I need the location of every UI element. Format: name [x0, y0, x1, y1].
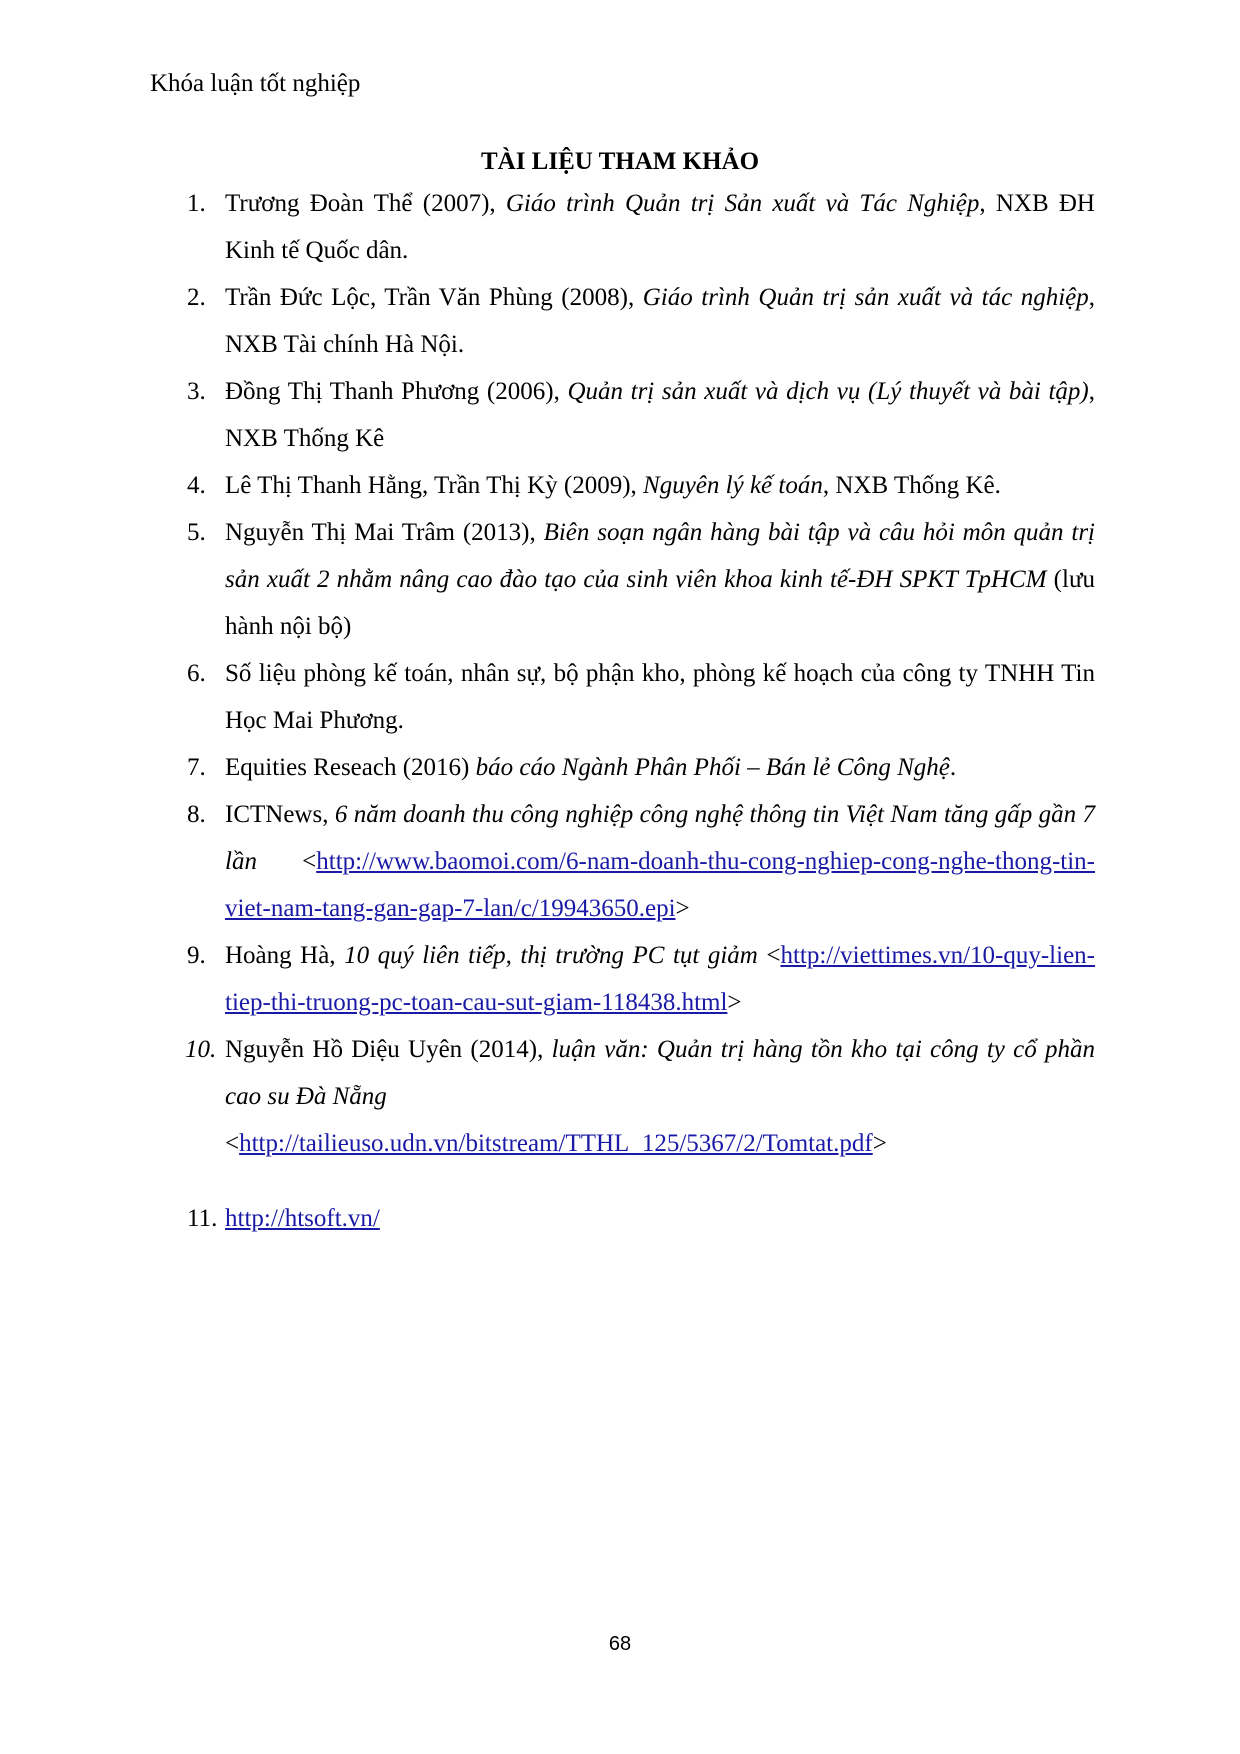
reference-link[interactable]: http://www.baomoi.com/6-nam-doanh-thu-cong-nghiep-cong-nghe-thong-tin-viet-nam-tang-gan-gap-7-lan/c/19943650.epi: [225, 848, 1095, 922]
reference-number: 11.: [187, 1205, 218, 1232]
spacer: [150, 1167, 1095, 1195]
reference-number: 3.: [187, 378, 206, 405]
page-title: TÀI LIỆU THAM KHẢO: [480, 148, 760, 175]
reference-number: 1.: [187, 190, 206, 217]
reference-number: 2.: [187, 284, 206, 311]
reference-item-7: 7. Equities Reseach (2016) báo cáo Ngành Phân Phối – Bán lẻ Công Nghệ.: [150, 744, 1095, 791]
reference-number: 10.: [185, 1036, 217, 1063]
reference-item-11: [150, 1195, 1095, 1242]
reference-item-3: 3. Đồng Thị Thanh Phương (2006), Quản trị sản xuất và dịch vụ (Lý thuyết và bài tập), NXB Thống Kê: [150, 368, 1095, 462]
reference-number: 6.: [187, 660, 206, 687]
reference-item-10: 10. Nguyễn Hồ Diệu Uyên (2014), luận văn: Quản trị hàng tồn kho tại công ty cổ phần cao su Đà Nẵng <http://tailieuso.udn.vn/bitstream/TTHL_125/5367/2/Tomtat.pdf>: [150, 1026, 1095, 1167]
reference-number: 9.: [187, 942, 206, 969]
reference-item-2: 2. Trần Đức Lộc, Trần Văn Phùng (2008), Giáo trình Quản trị sản xuất và tác nghiệp, NXB Tài chính Hà Nội.: [150, 274, 1095, 368]
reference-item-5: 5. Nguyễn Thị Mai Trâm (2013), Biên soạn ngân hàng bài tập và câu hỏi môn quản trị sản xuất 2 nhằm nâng cao đào tạo của sinh viên khoa kinh tế-ĐH SPKT TpHCM (lưu hành nội bộ): [150, 509, 1095, 650]
running-header: Khóa luận tốt nghiệp: [150, 70, 361, 97]
reference-item-9: 9. Hoàng Hà, 10 quý liên tiếp, thị trường PC tụt giảm <http://viettimes.vn/10-quy-lien-tiep-thi-truong-pc-toan-cau-sut-giam-118438.html>: [150, 932, 1095, 1026]
reference-link[interactable]: http://viettimes.vn/10-quy-lien-tiep-thi-truong-pc-toan-cau-sut-giam-118438.html: [225, 942, 1095, 1016]
reference-link[interactable]: http://tailieuso.udn.vn/bitstream/TTHL_125/5367/2/Tomtat.pdf: [239, 1130, 873, 1157]
reference-item-4: 4. Lê Thị Thanh Hằng, Trần Thị Kỳ (2009), Nguyên lý kế toán, NXB Thống Kê.: [150, 462, 1095, 509]
reference-item-1: 1. Trương Đoàn Thể (2007), Giáo trình Quản trị Sản xuất và Tác Nghiệp, NXB ĐH Kinh tế Quốc dân.: [150, 180, 1095, 274]
reference-number: 5.: [187, 519, 206, 546]
reference-link[interactable]: http://htsoft.vn/: [225, 1205, 380, 1232]
reference-item-6: 6. Số liệu phòng kế toán, nhân sự, bộ phận kho, phòng kế hoạch của công ty TNHH Tin Học Mai Phương.: [150, 650, 1095, 744]
reference-list: [150, 180, 1095, 1242]
reference-number: 4.: [187, 472, 206, 499]
reference-number: 7.: [187, 754, 206, 781]
reference-number: 8.: [187, 801, 206, 828]
page-number: 68: [608, 1633, 632, 1655]
reference-item-8: 8. ICTNews, 6 năm doanh thu công nghiệp công nghệ thông tin Việt Nam tăng gấp gần 7 lần <http://www.baomoi.com/6-nam-doanh-thu-cong-nghiep-cong-nghe-thong-tin-viet-nam-tang-gan-gap-7-lan/c/19943650.epi>: [150, 791, 1095, 932]
